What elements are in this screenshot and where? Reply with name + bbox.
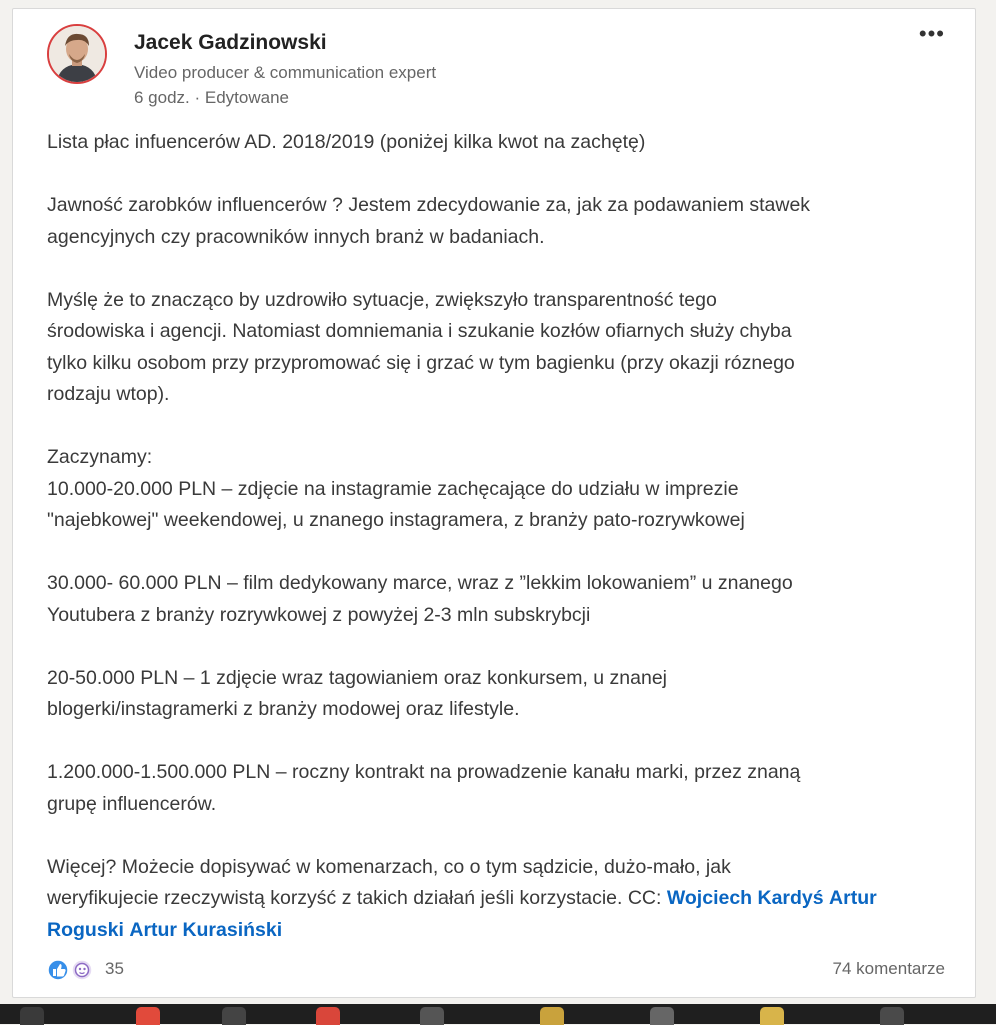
text-line: Myślę że to znacząco by uzdrowiło sytuacje, zwiększyło transparentność tego xyxy=(47,288,717,311)
text-line: Jawność zarobków influencerów ? Jestem zdecydowanie za, jak za podawaniem stawek xyxy=(47,194,811,216)
dock-app-icon[interactable] xyxy=(316,1007,340,1025)
text-line: agencyjnych czy pracowników innych branż w badaniach. xyxy=(47,225,545,248)
text-line: "najebkowej" weekendowej, u znanego instagramera, z branży pato-rozrywkowej xyxy=(47,509,745,531)
dock-app-icon[interactable] xyxy=(760,1007,784,1025)
text-line: weryfikujecie rzeczywistą korzyść z takich działań jeśli korzystacie. CC: xyxy=(47,887,662,909)
reactions-count[interactable]: 35 xyxy=(105,959,124,978)
text-line: Lista płac infuencerów AD. 2018/2019 (poniżej kilka kwot na zachętę) xyxy=(47,131,646,153)
text-line: blogerki/instagramerki z branży modowej oraz lifestyle. xyxy=(47,698,520,720)
curious-icon xyxy=(72,960,92,980)
paragraph-transparency xyxy=(47,190,957,253)
dock-app-icon[interactable] xyxy=(880,1007,904,1025)
author-photo xyxy=(49,26,105,82)
paragraph-closing xyxy=(47,852,957,947)
author-avatar[interactable] xyxy=(47,24,107,84)
reaction-icons[interactable] xyxy=(47,959,97,981)
dock-app-icon[interactable] xyxy=(136,1007,160,1025)
text-line: tylko kilku osobom przy przypromować się i grzać w tym bagienku (przy okazji róznego xyxy=(47,351,795,374)
text-line: Zaczynamy: xyxy=(47,446,153,468)
like-icon xyxy=(48,960,68,980)
post-card xyxy=(12,8,976,998)
more-options-icon[interactable]: ••• xyxy=(918,21,945,46)
text-line: Youtubera z branży rozrywkowej z powyżej 2-3 mln subskrybcji xyxy=(47,603,591,626)
dock-app-icon[interactable] xyxy=(540,1007,564,1025)
paragraph-rate-3 xyxy=(47,663,957,726)
paragraph-intro xyxy=(47,127,957,159)
post-timestamp: 6 godz. · Edytowane xyxy=(134,88,289,107)
comments-count[interactable]: 74 komentarze xyxy=(832,959,945,978)
dock-app-icon[interactable] xyxy=(222,1007,246,1025)
post-body xyxy=(47,127,957,946)
text-line: 1.200.000-1.500.000 PLN – roczny kontrakt na prowadzenie kanału marki, przez znaną xyxy=(47,761,801,783)
paragraph-opinion xyxy=(47,285,957,411)
dock-app-icon[interactable] xyxy=(420,1007,444,1025)
author-name[interactable]: Jacek Gadzinowski xyxy=(134,31,327,54)
text-line: grupę influencerów. xyxy=(47,792,217,815)
author-headline: Video producer & communication expert xyxy=(134,63,437,82)
text-line: rodzaju wtop). xyxy=(47,383,170,405)
mention-link[interactable]: Artur Roguski xyxy=(47,887,877,941)
text-line: 30.000- 60.000 PLN – film dedykowany marce, wraz z ”lekkim lokowaniem” u znanego xyxy=(47,572,793,594)
paragraph-rate-1 xyxy=(47,442,957,537)
paragraph-rate-4 xyxy=(47,757,957,820)
text-line: 20-50.000 PLN – 1 zdjęcie wraz tagowianiem oraz konkursem, u znanej xyxy=(47,666,668,689)
social-counts xyxy=(47,957,945,983)
text-line: Więcej? Możecie dopisywać w komenarzach, co o tym sądzicie, dużo-mało, jak xyxy=(47,855,731,878)
dock-app-icon[interactable] xyxy=(650,1007,674,1025)
text-line: środowiska i agencji. Natomiast domniemania i szukanie kozłów ofiarnych służy chyba xyxy=(47,320,792,342)
paragraph-rate-2 xyxy=(47,568,957,631)
text-line: 10.000-20.000 PLN – zdjęcie na instagramie zachęcające do udziału w imprezie xyxy=(47,477,739,500)
mention-link[interactable]: Wojciech Kardyś xyxy=(666,887,824,909)
dock-strip xyxy=(0,1004,996,1024)
mention-link[interactable]: Artur Kurasiński xyxy=(129,918,283,941)
dock-app-icon[interactable] xyxy=(20,1007,44,1025)
